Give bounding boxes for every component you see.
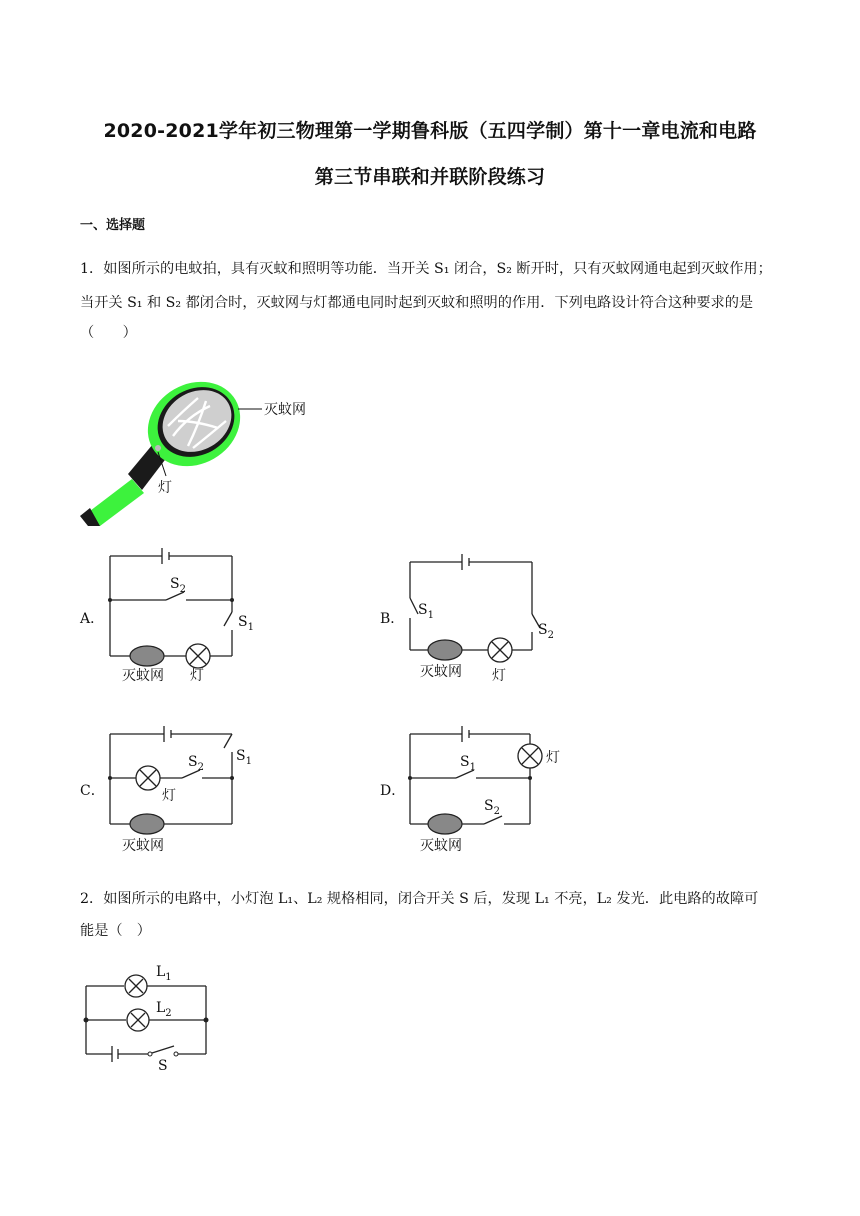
q2-text-line1: 2．如图所示的电路中，小灯泡 L₁、L₂ 规格相同，闭合开关 S 后，发现 L₁ 不亮，L₂ 发光．此电路的故障可 [80,891,759,907]
svg-text:灭蚊网: 灭蚊网 [420,838,462,854]
circuit-c [100,718,270,858]
switch-s1-blade [410,598,418,614]
racket-net-label: 灭蚊网 [264,402,306,418]
svg-text:S1: $S_1$ [418,602,434,621]
switch-s2-blade [484,816,502,824]
q2-text-line2: 能是（ ） [80,923,151,939]
switch-s1-blade [224,612,232,626]
svg-text:灯: 灯 [162,788,176,804]
svg-text:灭蚊网: 灭蚊网 [420,664,462,680]
q1-text-line2: 当开关 S₁ 和 S₂ 都闭合时，灭蚊网与灯都通电同时起到灭蚊和照明的作用．下列电路设计符合这种要求的是 [80,295,754,311]
document-title-line1: 2020-2021学年初三物理第一学期鲁科版（五四学制）第十一章电流和电路 [103,120,757,142]
switch-s-label: S [158,1058,168,1070]
option-c-label[interactable]: C． [80,783,105,799]
circuit-d [398,718,578,858]
svg-text:S2: $S_2$ [538,622,554,641]
svg-text:灭蚊网: 灭蚊网 [122,668,164,684]
circuit-b [398,550,568,690]
document-title-line2: 第三节串联和并联阶段练习 [314,166,546,188]
q1-text-line3: （ ） [80,325,137,341]
svg-text:L1: $L_1$ [156,964,172,983]
svg-text:S1: $S_1$ [238,614,254,633]
option-b-label[interactable]: B． [380,611,405,627]
svg-text:S1: $S_1$ [236,748,252,767]
circuit-a [100,544,270,684]
circuit-q2 [78,960,218,1070]
racket-lamp [155,445,161,451]
svg-text:灯: 灯 [546,750,560,766]
svg-text:S2: $S_2$ [484,798,500,817]
svg-text:灭蚊网: 灭蚊网 [122,838,164,854]
option-a-label[interactable]: A． [80,611,105,627]
svg-text:灯: 灯 [492,668,506,684]
mosquito-racket-figure [78,376,318,526]
q1-text-line1: 1．如图所示的电蚊拍，具有灭蚊和照明等功能．当开关 S₁ 闭合，S₂ 断开时，只有灭蚊网通电起到灭蚊作用； [80,261,772,277]
switch-s-blade [152,1046,174,1053]
svg-text:L2: $L_2$ [156,1000,172,1019]
svg-text:S2: $S_2$ [170,576,186,595]
svg-text:灯: 灯 [190,668,204,684]
section-heading: 一、选择题 [80,218,146,233]
switch-s1-blade [224,734,232,748]
svg-text:S1: $S_1$ [460,754,476,773]
racket-lamp-label: 灯 [158,480,172,496]
option-d-label[interactable]: D． [380,783,406,799]
svg-text:S2: $S_2$ [188,754,204,773]
mosquito-net-element [130,646,164,666]
